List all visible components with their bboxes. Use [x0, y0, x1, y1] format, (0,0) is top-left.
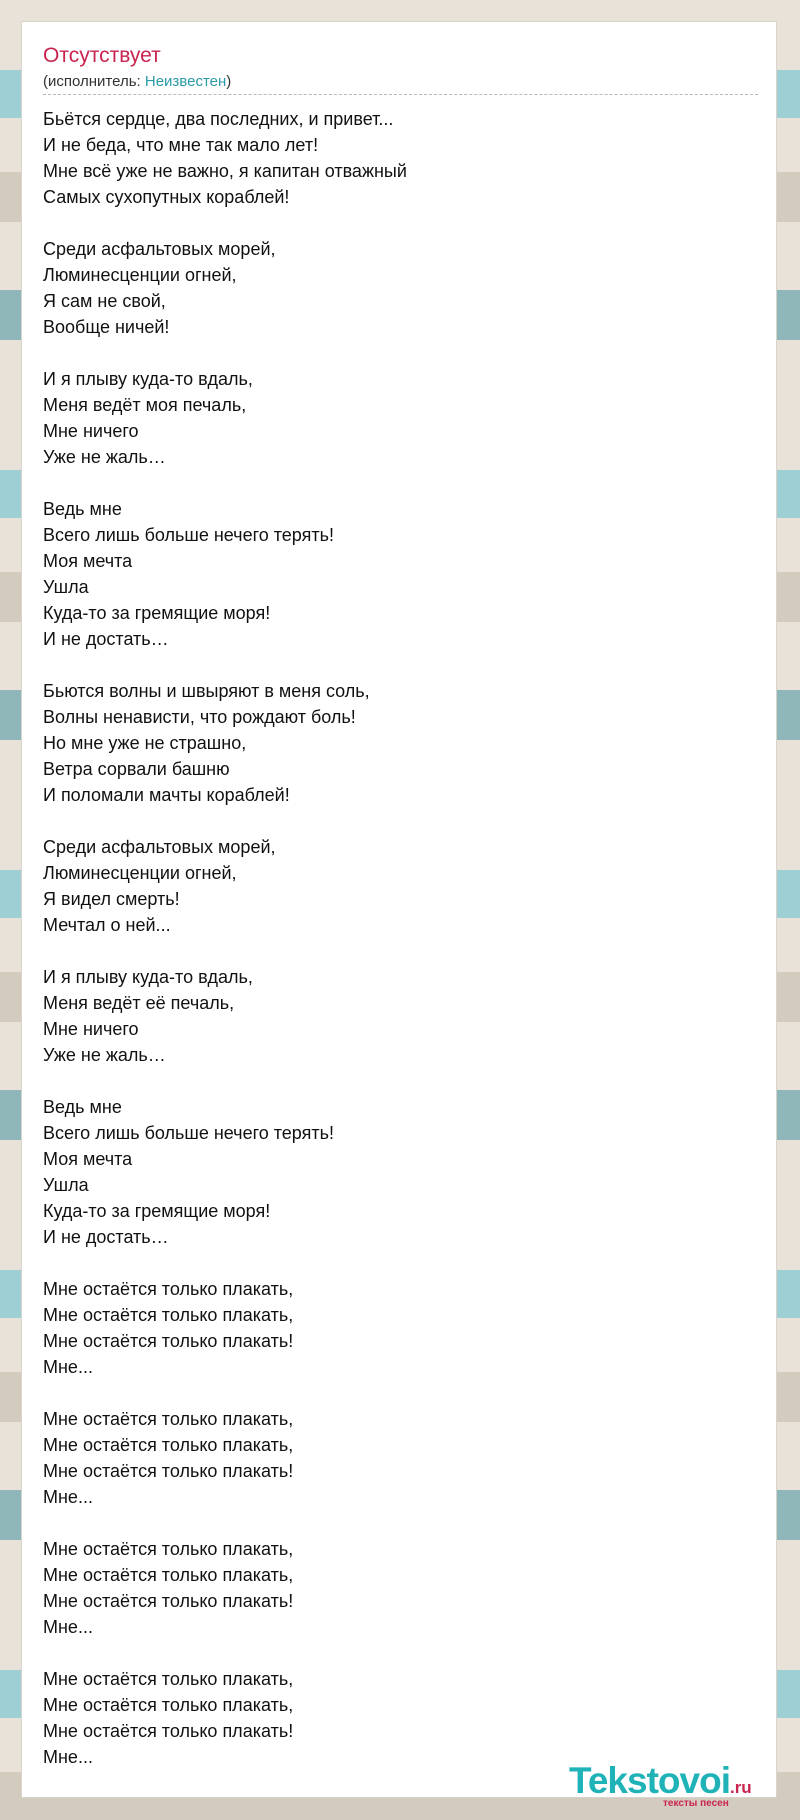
lyric-line: Мне остаётся только плакать,: [43, 1539, 294, 1559]
lyric-line: Бьются волны и швыряют в меня соль,: [43, 681, 370, 701]
logo-tagline: тексты песен: [663, 1798, 729, 1809]
lyric-line: Мне...: [43, 1357, 93, 1377]
lyric-line: И я плыву куда-то вдаль,: [43, 369, 253, 389]
lyric-line: Куда-то за гремящие моря!: [43, 603, 271, 623]
lyric-line: Мне всё уже не важно, я капитан отважный: [43, 161, 407, 181]
lyric-line: Мне остаётся только плакать!: [43, 1591, 294, 1611]
lyric-line: Куда-то за гремящие моря!: [43, 1201, 271, 1221]
lyric-line: И не достать…: [43, 1227, 169, 1247]
lyric-line: Ветра сорвали башню: [43, 759, 230, 779]
artist-line: [43, 73, 231, 90]
lyric-line: Мне остаётся только плакать,: [43, 1279, 294, 1299]
lyric-line: Мне...: [43, 1487, 93, 1507]
lyric-line: Я сам не свой,: [43, 291, 166, 311]
lyric-line: Ушла: [43, 1175, 89, 1195]
lyric-line: Я видел смерть!: [43, 889, 180, 909]
lyric-line: Самых сухопутных кораблей!: [43, 187, 290, 207]
lyric-line: Люминесценции огней,: [43, 863, 237, 883]
lyrics-stanza: [43, 496, 743, 652]
lyric-line: Ушла: [43, 577, 89, 597]
logo-tld: .ru: [729, 1778, 752, 1797]
lyric-line: Мне...: [43, 1747, 93, 1767]
lyric-line: Мне остаётся только плакать!: [43, 1461, 294, 1481]
site-logo[interactable]: [569, 1761, 789, 1811]
divider: [43, 94, 758, 95]
lyrics-stanza: [43, 106, 743, 210]
lyric-line: Мне остаётся только плакать,: [43, 1409, 294, 1429]
lyric-line: Всего лишь больше нечего терять!: [43, 525, 334, 545]
lyrics-stanza: [43, 366, 743, 470]
lyric-line: Мечтал о ней...: [43, 915, 171, 935]
lyric-line: Среди асфальтовых морей,: [43, 837, 276, 857]
artist-prefix: (исполнитель:: [43, 73, 145, 90]
lyrics-stanza: [43, 236, 743, 340]
lyric-line: Мне остаётся только плакать,: [43, 1565, 294, 1585]
lyrics-stanza: [43, 1406, 743, 1510]
artist-suffix: ): [226, 73, 232, 90]
lyric-line: И поломали мачты кораблей!: [43, 785, 290, 805]
lyric-line: Моя мечта: [43, 1149, 133, 1169]
lyric-line: И не достать…: [43, 629, 169, 649]
lyrics-stanza: [43, 964, 743, 1068]
lyric-line: Ведь мне: [43, 499, 122, 519]
lyric-line: Люминесценции огней,: [43, 265, 237, 285]
lyric-line: Мне остаётся только плакать!: [43, 1721, 294, 1741]
lyric-line: Уже не жаль…: [43, 447, 166, 467]
lyric-line: Ведь мне: [43, 1097, 122, 1117]
lyric-line: Мне...: [43, 1617, 93, 1637]
lyric-line: И я плыву куда-то вдаль,: [43, 967, 253, 987]
logo-name: Tekstovoi: [569, 1760, 730, 1801]
lyric-line: Всего лишь больше нечего терять!: [43, 1123, 334, 1143]
lyric-line: Мне ничего: [43, 421, 139, 441]
lyric-line: Но мне уже не страшно,: [43, 733, 247, 753]
song-title: Отсутствует: [43, 44, 161, 67]
lyrics-stanza: [43, 1666, 743, 1770]
lyric-line: Мне остаётся только плакать,: [43, 1435, 294, 1455]
lyric-line: Мне остаётся только плакать,: [43, 1669, 294, 1689]
lyric-line: Моя мечта: [43, 551, 133, 571]
lyric-line: Мне остаётся только плакать,: [43, 1695, 294, 1715]
lyric-line: Уже не жаль…: [43, 1045, 166, 1065]
lyrics-stanza: [43, 1094, 743, 1250]
lyrics-stanza: [43, 834, 743, 938]
lyric-line: Бьётся сердце, два последних, и привет...: [43, 109, 394, 129]
artist-link[interactable]: Неизвестен: [144, 73, 227, 90]
lyric-line: Меня ведёт моя печаль,: [43, 395, 247, 415]
content-card: [21, 21, 777, 1809]
lyric-line: Меня ведёт её печаль,: [43, 993, 235, 1013]
lyric-line: Среди асфальтовых морей,: [43, 239, 276, 259]
lyric-line: Мне остаётся только плакать!: [43, 1331, 294, 1351]
lyrics-body: [43, 106, 743, 1796]
lyrics-stanza: [43, 1536, 743, 1640]
lyric-line: Волны ненависти, что рождают боль!: [43, 707, 356, 727]
lyric-line: Вообще ничей!: [43, 317, 170, 337]
lyric-line: И не беда, что мне так мало лет!: [43, 135, 319, 155]
lyrics-stanza: [43, 1276, 743, 1380]
lyric-line: Мне остаётся только плакать,: [43, 1305, 294, 1325]
lyric-line: Мне ничего: [43, 1019, 139, 1039]
lyrics-stanza: [43, 678, 743, 808]
